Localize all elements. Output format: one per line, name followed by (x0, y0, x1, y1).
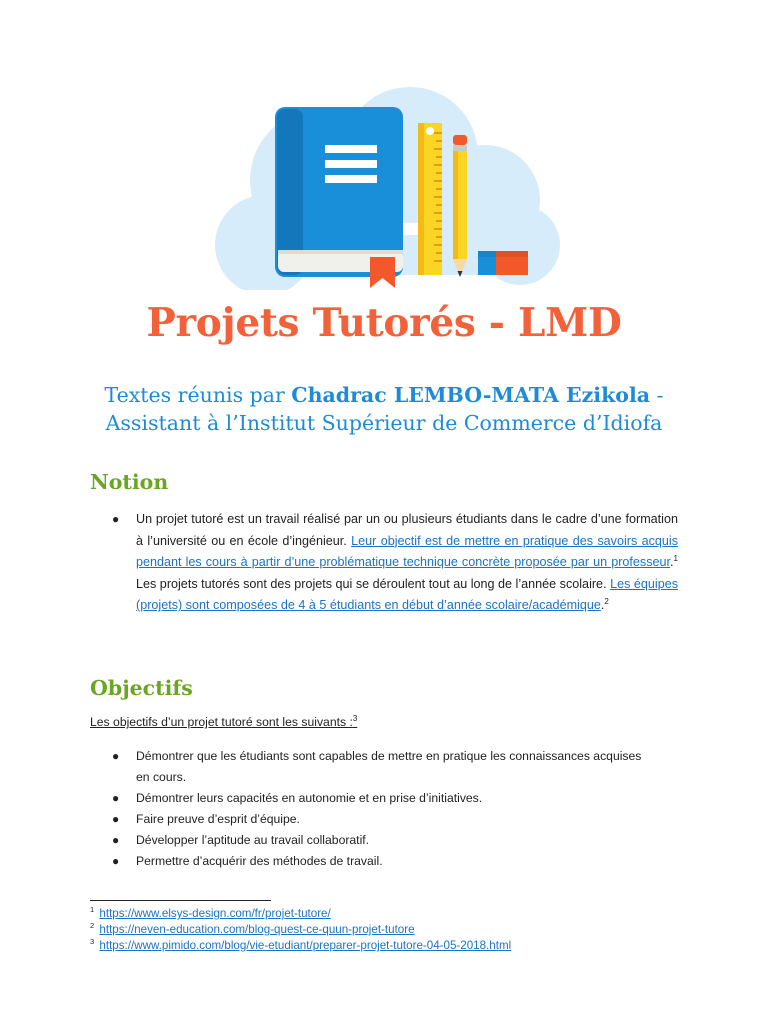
footnote (90, 938, 690, 954)
footnotes (90, 906, 690, 954)
objectifs-list (90, 746, 678, 872)
bullet-icon: ● (112, 833, 120, 847)
objectif-text: Permettre d’acquérir des méthodes de travail. (136, 854, 383, 868)
footnote (90, 922, 690, 938)
bullet-icon: ● (112, 749, 120, 763)
bullet-icon: ● (112, 812, 120, 826)
footnote-link[interactable]: https://neven-education.com/blog-quest-ce-quun-projet-tutore (99, 923, 415, 936)
author-name: Chadrac LEMBO-MATA Ezikola (291, 383, 651, 407)
footnote-number: 1 (90, 905, 95, 915)
footnote-ref-1[interactable]: 1 (673, 554, 678, 563)
objectif-text: Démontrer que les étudiants sont capables de mettre en pratique les connaissances acquises en cours. (136, 749, 642, 784)
document-subtitle (60, 381, 708, 437)
footnote-ref-2[interactable]: 2 (604, 597, 609, 607)
objectifs-intro-text: Les objectifs d’un projet tutoré sont les suivants : (90, 715, 353, 729)
footnote-link[interactable]: https://www.pimido.com/blog/vie-etudiant/preparer-projet-tutore-04-05-2018.html (99, 939, 512, 952)
notion-link-1[interactable]: Leur objectif est de mettre en pratique des savoirs acquis pendant les cours à partir d’une problématique technique concrète proposée par un professeur (136, 533, 678, 570)
objectif-text: Démontrer leurs capacités en autonomie et en prise d’initiatives. (136, 791, 483, 805)
notion-link-2[interactable]: Les équipes (projets) sont composées de 4 à 5 étudiants en début d’année scolaire/académique (136, 576, 679, 613)
bullet-icon: ● (112, 512, 120, 526)
book-icon (275, 107, 403, 288)
notion-list (90, 509, 678, 617)
notion-text-1: Un projet tutoré est un travail réalisé par un ou plusieurs étudiants dans le cadre d’une formation à l’université ou en école d’ingénieur. (136, 512, 678, 548)
footnote-number: 3 (90, 937, 95, 947)
list-item (90, 746, 656, 788)
subtitle-affiliation: - Assistant à l’Institut Supérieur de Commerce d’Idiofa (105, 383, 664, 435)
footnote-divider (90, 900, 271, 901)
list-item (90, 830, 656, 851)
notion-text-3: Les projets tutorés sont des projets qui se déroulent tout au long de l’année scolaire. (136, 576, 611, 591)
eraser-icon (478, 251, 528, 275)
bullet-icon: ● (112, 854, 120, 868)
notion-text-4: . (600, 598, 605, 613)
objectifs-intro (90, 715, 357, 729)
bullet-icon: ● (112, 791, 120, 805)
objectifs-heading: Objectifs (90, 676, 193, 700)
footnote-ref-3[interactable]: 3 (352, 713, 358, 723)
book-ruler-pencil-eraser-illustration (205, 85, 565, 290)
list-item (90, 809, 656, 830)
objectif-text: Faire preuve d’esprit d’équipe. (136, 812, 300, 826)
subtitle-prefix: Textes réunis par (104, 383, 292, 407)
notion-heading: Notion (90, 470, 169, 494)
objectif-text: Développer l’aptitude au travail collaboratif. (136, 833, 370, 847)
list-item (90, 788, 656, 809)
pencil-icon (453, 135, 467, 277)
list-item (90, 851, 656, 872)
footnote-link[interactable]: https://www.elsys-design.com/fr/projet-tutore/ (99, 907, 331, 920)
notion-text-2: . (670, 555, 674, 570)
notion-paragraph (90, 509, 678, 617)
footnote-number: 2 (90, 921, 95, 931)
ruler-icon (418, 123, 442, 275)
footnote (90, 906, 690, 922)
document-title: Projets Tutorés - LMD (146, 300, 622, 346)
